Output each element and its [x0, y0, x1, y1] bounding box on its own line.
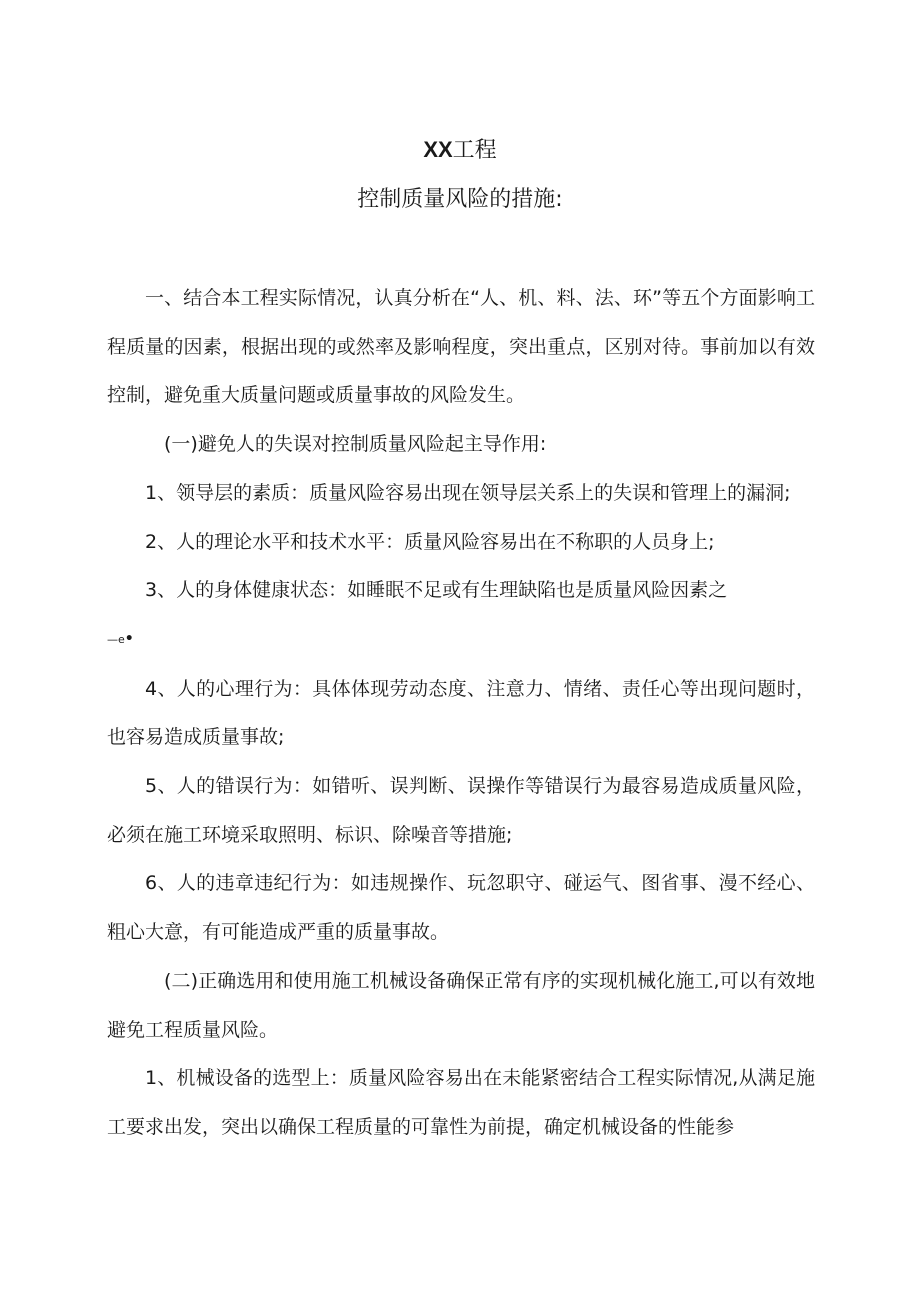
document-body: [107, 274, 815, 1152]
paragraph-item-3: 3、人的身体健康状态：如睡眠不足或有生理缺陷也是质量风险因素之: [145, 579, 728, 602]
section-heading-2: (二)正确选用和使用施工机械设备确保正常有序的实现机械化施工,可以有效地避免工程质量风险。: [107, 969, 815, 1041]
document-title: [0, 135, 920, 166]
paragraph-item-3-tail: [107, 615, 815, 665]
paragraph-item-2: 2、人的理论水平和技术水平：质量风险容易出在不称职的人员身上;: [145, 530, 715, 553]
paragraph-item-5: 5、人的错误行为：如错听、误判断、误操作等错误行为最容易造成质量风险，必须在施工环境采取照明、标识、除噪音等措施;: [107, 775, 815, 846]
title-rest-part: 工程: [452, 138, 497, 163]
title-bold-part: XX: [423, 137, 453, 162]
tail-dot: •: [124, 630, 134, 647]
paragraph-item-7: 1、机械设备的选型上：质量风险容易出在未能紧密结合工程实际情况,从满足施工要求出发，突出以确保工程质量的可靠性为前提，确定机械设备的性能参: [107, 1067, 815, 1138]
tail-text: —e: [107, 632, 125, 646]
document-subtitle: 控制质量风险的措施:: [357, 187, 563, 212]
paragraph-item-6: 6、人的违章违纪行为：如违规操作、玩忽职守、碰运气、图省事、漫不经心、粗心大意，有可能造成严重的质量事故。: [107, 872, 815, 944]
paragraph-intro: 一、结合本工程实际情况，认真分析在“人、机、料、法、环”等五个方面影响工程质量的因素，根据出现的或然率及影响程度，突出重点，区别对待。事前加以有效控制，避免重大质量问题或质量事故的风险发生。: [107, 287, 815, 407]
paragraph-item-4: 4、人的心理行为：具体体现劳动态度、注意力、情绪、责任心等出现问题时，也容易造成质量事故;: [107, 677, 815, 749]
section-heading-1: (一)避免人的失误对控制质量风险起主导作用:: [164, 433, 547, 456]
paragraph-item-1: 1、领导层的素质：质量风险容易出现在领导层关系上的失误和管理上的漏洞;: [145, 481, 791, 504]
